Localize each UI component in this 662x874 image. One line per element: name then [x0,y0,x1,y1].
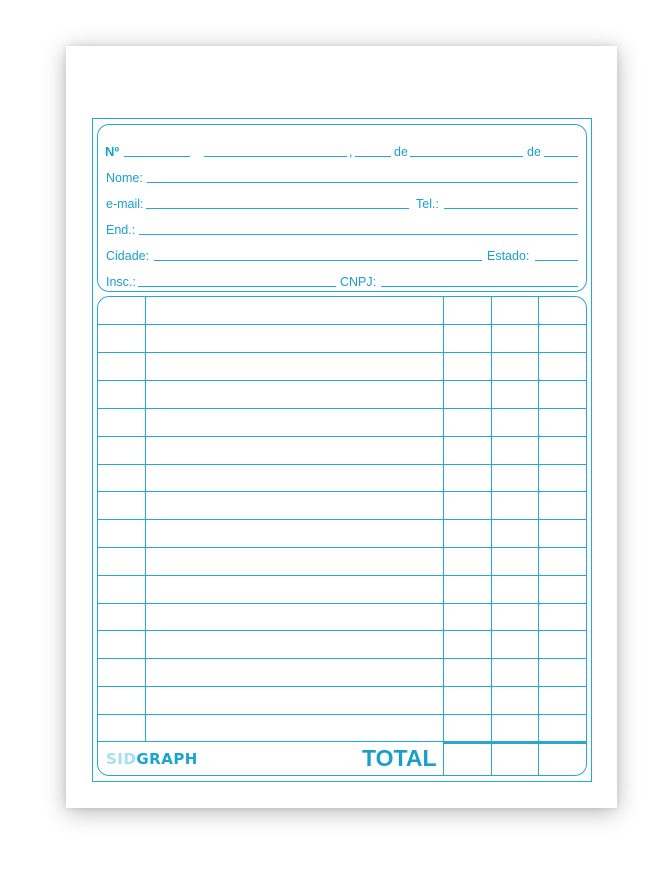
day-field[interactable] [355,156,391,157]
table-row [98,491,586,492]
month-field[interactable] [410,156,523,157]
city-date-field[interactable] [204,156,347,157]
state-field[interactable] [535,260,578,261]
number-field[interactable] [124,156,190,157]
cnpj-field[interactable] [381,286,578,287]
table-row [98,547,586,548]
city-label: Cidade: [106,249,150,263]
tel-field[interactable] [444,208,578,209]
insc-field[interactable] [138,286,336,287]
table-row [98,436,586,437]
table-row [98,352,586,353]
logo-part1: SID [106,750,137,768]
table-row [98,630,586,631]
total-column-divider [538,297,539,775]
table-row [98,519,586,520]
address-field[interactable] [139,234,578,235]
cnpj-label: CNPJ: [340,275,377,289]
state-label: Estado: [487,249,530,263]
table-row [98,686,586,687]
table-row [98,714,586,715]
table-row [98,380,586,381]
table-row [98,603,586,604]
de-label-2: de [527,145,541,159]
city-field[interactable] [154,260,482,261]
unit-column-divider [443,297,444,775]
table-row [98,658,586,659]
table-row [98,575,586,576]
table-row [98,408,586,409]
price-column-divider [491,297,492,775]
year-field[interactable] [544,156,578,157]
name-field[interactable] [147,182,578,183]
de-label-1: de [394,145,408,159]
logo-part2: GRAPH [136,750,198,768]
name-label: Nome: [106,171,143,185]
table-row [98,464,586,465]
items-table [97,296,587,776]
total-label: TOTAL [362,745,437,771]
tel-label: Tel.: [416,197,439,211]
table-row [98,324,586,325]
address-label: End.: [106,223,136,237]
sidgraph-logo [106,750,198,768]
email-label: e-mail: [106,197,144,211]
comma-label: , [349,145,353,159]
email-field[interactable] [146,208,409,209]
insc-label: Insc.: [106,275,136,289]
number-label: Nº [105,144,120,159]
total-row-rule [443,742,586,744]
